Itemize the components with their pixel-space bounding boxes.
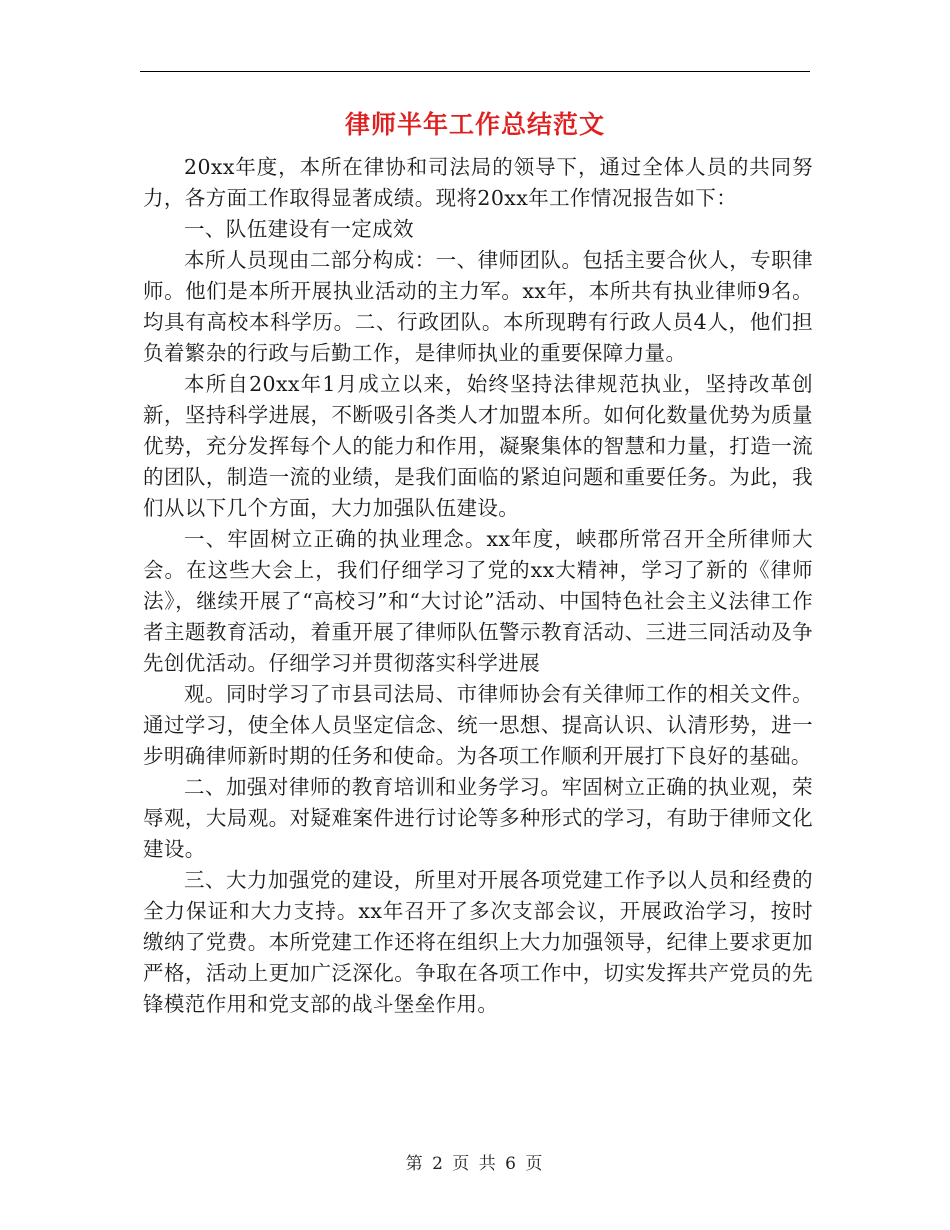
practice-philosophy-paragraph: 一、牢固树立正确的执业理念。xx年度，峡郡所常召开全所律师大会。在这些大会上，我们仔细学习了党的xx大精神，学习了新的《律师法》，继续开展了“高校习”和“大讨论”活动、中国特色社会主义法律工作者主题教育活动，着重开展了律师队伍警示教育活动、三进三同活动及争先创优活动。仔细学习并贯彻落实科学进展 [143, 527, 813, 675]
training-paragraph: 二、加强对律师的教育培训和业务学习。牢固树立正确的执业观，荣辱观，大局观。对疑难案件进行讨论等多种形式的学习，有助于律师文化建设。 [143, 775, 813, 861]
intro-paragraph: 20xx年度，本所在律协和司法局的领导下，通过全体人员的共同努力，各方面工作取得显著成绩。现将20xx年工作情况报告如下： [143, 155, 813, 210]
staff-composition-paragraph: 本所人员现由二部分构成：一、律师团队。包括主要合伙人，专职律师。他们是本所开展执业活动的主力军。xx年，本所共有执业律师9名。均具有高校本科学历。二、行政团队。本所现聘有行政人员4人，他们担负着繁杂的行政与后勤工作，是律师执业的重要保障力量。 [143, 248, 813, 365]
section-heading-team: 一、队伍建设有一定成效 [184, 217, 414, 241]
document-title: 律师半年工作总结范文 [344, 110, 605, 139]
page-number: 第 2 页 共 6 页 [405, 1154, 545, 1174]
study-continuation-paragraph: 观。同时学习了市县司法局、市律师协会有关律师工作的相关文件。通过学习，使全体人员坚定信念、统一思想、提高认识、认清形势，进一步明确律师新时期的任务和使命。为各项工作顺利开展打下良好的基础。 [143, 682, 813, 768]
party-building-paragraph: 三、大力加强党的建设，所里对开展各项党建工作予以人员和经费的全力保证和大力支持。xx年召开了多次支部会议，开展政治学习，按时缴纳了党费。本所党建工作还将在组织上大力加强领导，纪律上要求更加严格，活动上更加广泛深化。争取在各项工作中，切实发挥共产党员的先锋模范作用和党支部的战斗堡垒作用。 [143, 868, 813, 1016]
header-rule [140, 71, 810, 72]
document-body [143, 152, 813, 1020]
team-building-paragraph: 本所自20xx年1月成立以来，始终坚持法律规范执业，坚持改革创新，坚持科学进展，不断吸引各类人才加盟本所。如何化数量优势为质量优势，充分发挥每个人的能力和作用，凝聚集体的智慧和力量，打造一流的团队，制造一流的业绩，是我们面临的紧迫问题和重要任务。为此，我们从以下几个方面，大力加强队伍建设。 [143, 372, 813, 520]
